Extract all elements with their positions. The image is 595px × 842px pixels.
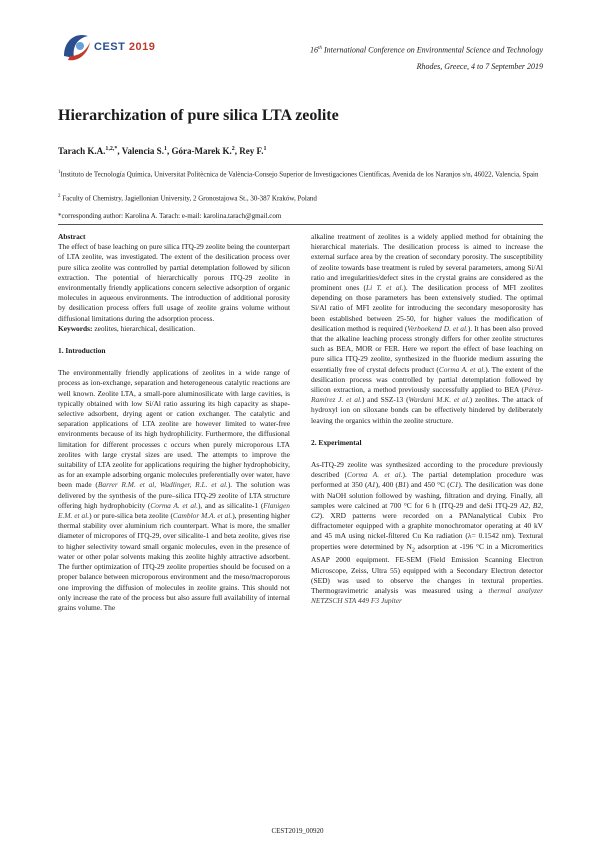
conference-title [310,41,543,59]
sample-label: A1 [367,480,376,490]
corresponding-author: *corresponding author: Karolina A. Tarach: e-mail: karolina.tarach@gmail.com [58,212,282,220]
affiliation-2 [58,192,543,204]
author-affiliation: 1,2,* [105,146,118,152]
affiliation-1 [58,168,543,180]
author-name: Valencia S. [121,146,164,156]
body-text: ). The partial detemplation procedure was performed at 350 ( [311,470,543,490]
author-list [58,146,266,156]
logo-year: 2019 [128,41,156,53]
abstract-text: The effect of base leaching on pure silica ITQ-29 zeolite being the counterpart of LTA zeolite, was investigated. The extent of the desilication process over pure silica zeolite was controlled by partial detemplation followed by silicon extraction. The potential of hierarchically porous ITQ-29 zeolite in environmentally friendly applications concern selective adsorption of organic molecules in aqueous environments. The introduction of additional porosity by desilication process offers full usage of zeolite grains volume without diffusional limitations during the adsorption process. [58,242,290,323]
conference-number: 16 [310,45,319,55]
logo-text [94,41,155,53]
page-footer: CEST2019_00920 [271,827,324,835]
affiliation-text: Faculty of Chemistry, Jagiellonian University, 2 Gronostajowa St., 30-387 Kraków, Poland [60,194,317,203]
keywords [58,324,290,334]
citation: Corma A. et al. [150,500,198,510]
conference-name: International Conference on Environmental Science and Technology [321,45,543,55]
keywords-text: zeolites, hierarchical, desilication. [92,323,196,333]
body-text: ). The desilication process of MFI zeolites depending on those parameters has been extensively studied. The optimal Si/Al ratio of MFI zeolite for introducing the secondary mesoporosity has been established between 25-50, for higher values the modification of desilication method is required ( [311,283,544,333]
author-separator: , [166,146,172,156]
affiliation-number: 1 [58,170,61,175]
body-text: ), and as silicalite-1 ( [197,500,264,510]
citation: Barrer R.M. et al, Wadlinger, R.L. et al. [97,480,228,490]
author-affiliation: 1 [163,146,167,152]
author-name: Rey F. [239,146,264,156]
abstract-heading: Abstract [58,232,86,241]
introduction-text [58,368,290,613]
body-text: ) and 450 °C ( [406,480,450,490]
conference-place: Rhodes, Greece, 4 to 7 September 2019 [416,61,543,71]
section-heading-experimental: 2. Experimental [311,437,362,447]
author-affiliation: 1 [263,146,267,152]
conference-header [310,41,543,75]
cest-emblem-icon [58,26,94,66]
logo-word: CEST [94,41,126,53]
body-text: alkaline treatment of zeolites is a widely applied method for obtaining the hierarchical materials. The desilication process is aimed to increase the external surface area by the creation of secondary porosity. The susceptibility of zeolite towards base treatment is ruled by several parameters, among Si/Al ratio and irregularities/defect sites in the crystal grains are considered as the prominent ones ( [311,232,543,293]
author-separator: , [234,146,240,156]
body-text: ). The solution was delivered by the synthesis of the pure–silica ITQ-29 zeolite of LTA structure offering high hydrophobicity ( [58,480,290,510]
subscript: 2 [411,547,415,554]
body-text: ). The desilication was done with NaOH solution followed by washing, filtration and drying. Finally, all samples were calcined at 700 °C for 6 h (ITQ-29 and deSi ITQ-29 [311,480,543,510]
body-text: As-ITQ-29 zeolite was synthesized according to the procedure previously described ( [311,460,543,480]
citation: Wardani M.K. et al. [408,395,470,405]
body-text: ), 400 ( [375,480,398,490]
right-column [311,232,543,606]
keywords-label: Keywords: [58,323,93,333]
citation: Pérez-Ramírez J. et al. [311,385,543,405]
affiliation-number: 2 [58,194,61,199]
author-name: Tarach K.A. [58,146,106,156]
citation: Li T. et al. [366,283,404,293]
body-text: ). XRD patterns were recorded on a PANanalytical Cubix Pro diffractometer equipped with a graphite monochromator operating at 40 kV and 45 mA using nickel-filtered Cu Kα radiation (λ= 0.1542 nm). Textural properties were determined by N [311,511,543,551]
conference-ordinal: th [318,46,322,51]
author-name: Góra-Marek K. [171,146,232,156]
body-text: The environmentally friendly applications of zeolites in a wide range of process as ion-exchange, separation and heterogeneous catalytic reactions are well known. Zeolite LTA, a small-pore aluminosilicate with large cavities, is typically obtained with low Si/Al ratio assuring its high capacity as shape-selective adsorbent, drying agent or cation exchanger. The catalytic and separation applications of LTA zeolite are however limited to water-free environments because of its high hydrophilicity. Furthermore, the diffusional limitation for different processes c occurs when purely microporous LTA zeolites with large crystal sizes are used. The attempts to improve the suitability of LTA zeolite for applications requiring the higher hydrophobicity, as for an example adsorbing organic molecules preferentially over water, have been made ( [58,368,290,490]
section-heading-introduction: 1. Introduction [58,346,106,356]
citation: Verboekend D. et al. [407,323,468,333]
citation: Camblor M.A. et al. [172,511,233,521]
body-text: ) or pure-silica beta zeolite ( [89,511,173,521]
sample-label: C1 [449,480,459,490]
cest-logo [58,26,156,66]
body-text: adsorption at -196 °C in a Micromeritics ASAP 2000 equipment. FE-SEM (Field Emission Scanning Electron Microscope, Zeiss, Ultra 55) equipped with a Secondary Electron detector (SED) was used to observe the changes in textural properties. Thermogravimetric analysis was measured using a [311,541,543,595]
body-text: ). The extent of the desilication process was controlled by partial detemplation followed by silicon extraction, a method previously successfully applied to BEA ( [311,364,543,395]
author-separator: , [117,146,122,156]
instrument-text: thermal analyzer NETZSCH STA 449 F3 Jupiter [311,585,544,606]
body-text: ) zeolites. The attack of hydroxyl ion on siloxane bonds can be effectively hindered by deliberately leaving the organics within the zeolite structure. [311,395,543,425]
sample-label: A2, B2, C2 [311,500,543,521]
sample-label: B1 [397,480,407,490]
citation: Flanigen E.M. et al. [58,500,290,521]
citation: Corma A. et al. [347,470,403,480]
body-text: ), presenting higher thermal stability over aluminium rich counterpart. What is more, the smaller diameter of micropores of ITQ-29, over silicalite-1 and beta zeolite, gives rise to higher selectivity toward small organic molecules, even in the presence of water or other polar solvents making this zeolite highly attractive adsorbent. The further optimization of ITQ-29 zeolite properties should be focused on a proper balance between microporous environment and the meso/macroporous one improving the diffusion of molecules in zeolite grains. This should not only increase the rate of the process but also assure full availability of internal grains volume. The [58,511,291,612]
divider [58,224,543,225]
experimental-text [311,460,543,606]
paper-title: Hierarchization of pure silica LTA zeolite [58,107,339,124]
author-affiliation: 2 [231,146,235,152]
body-text: ). It has been also proved that the alkaline leaching process strongly differs for other zeolite structures such as BEA, MOR or FER. Here we report the effect of base leaching on pure silica ITQ-29 zeolite, synthesized in the fluoride medium assuring the essentially free of crystal defects product ( [311,323,543,374]
affiliation-text: Instituto de Tecnología Química, Universitat Politècnica de València-Consejo Superior de Investigaciones Científicas, Avenida de los Naranjos s/n, 46022, Valencia, Spain [60,170,539,179]
introduction-continued [311,232,543,426]
body-text: ) and SSZ-13 ( [361,395,409,405]
left-column [58,232,290,613]
citation: Corma A. et al. [438,364,486,374]
